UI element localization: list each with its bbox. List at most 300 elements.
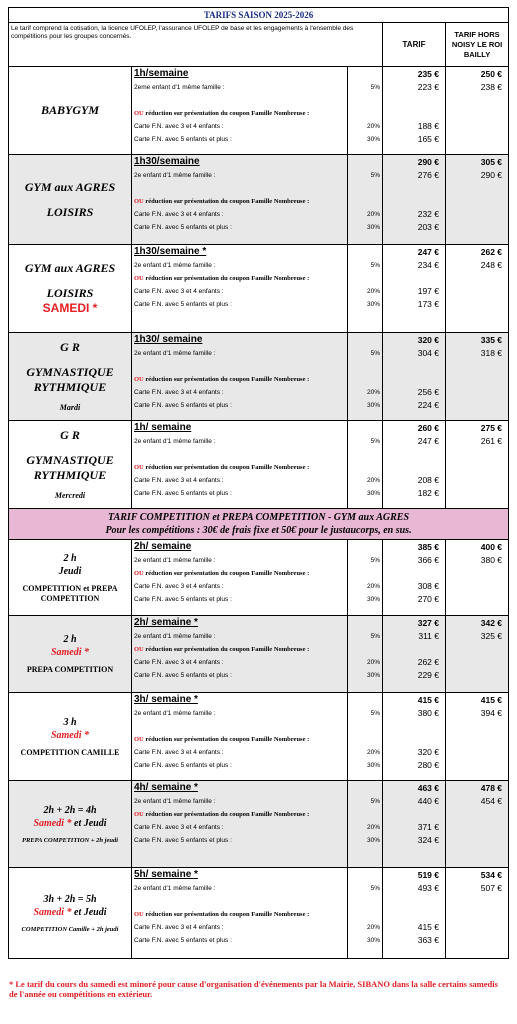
price-cfn-5: 280 € bbox=[417, 760, 439, 770]
spacer-line bbox=[383, 895, 439, 908]
tarif-cell bbox=[383, 693, 446, 781]
section-title: G R bbox=[60, 428, 80, 442]
price-sibling: 247 € bbox=[417, 436, 439, 446]
cfn-5-label: Carte F.N. avec 5 enfants et plus : bbox=[134, 837, 232, 844]
percent-5: 5% bbox=[370, 633, 380, 640]
ou-tag: OU bbox=[134, 736, 144, 743]
tarif-section bbox=[9, 781, 509, 868]
discount-percent-cell bbox=[348, 245, 383, 333]
section-name-cell bbox=[9, 421, 132, 509]
section-group: COMPETITION et PREPA COMPETITION bbox=[22, 583, 118, 603]
cfn-3-4-label: Carte F.N. avec 3 et 4 enfants : bbox=[134, 477, 224, 484]
percent-30: 30% bbox=[366, 301, 380, 308]
sessions-label: 5h/ semaine * bbox=[134, 869, 198, 880]
tarif-hors-cell bbox=[446, 693, 509, 781]
cfn-3-4-label: Carte F.N. avec 3 et 4 enfants : bbox=[134, 659, 224, 666]
price-cfn-3-4: 208 € bbox=[417, 475, 439, 485]
price-hors-base: 305 € bbox=[480, 157, 503, 167]
tarif-cell bbox=[383, 67, 446, 155]
section-day bbox=[11, 817, 129, 830]
ou-tag: OU bbox=[134, 275, 144, 282]
family-discount-label bbox=[132, 107, 347, 120]
price-hors-sibling: 261 € bbox=[480, 436, 503, 446]
percent-30: 30% bbox=[366, 136, 380, 143]
tarif-hors-cell bbox=[446, 155, 509, 245]
price-cfn-3-4: 320 € bbox=[417, 747, 439, 757]
price-base: 463 € bbox=[417, 783, 439, 793]
cfn-3-4-label: Carte F.N. avec 3 et 4 enfants : bbox=[134, 123, 224, 130]
spacer-line bbox=[348, 67, 380, 81]
spacer-line bbox=[132, 360, 347, 373]
sessions-label: 4h/ semaine * bbox=[134, 782, 198, 793]
section-day-highlight: Samedi * bbox=[33, 817, 72, 829]
spacer-line bbox=[383, 567, 439, 580]
section-title: 2h + 2h = 4h bbox=[43, 804, 97, 816]
percent-30: 30% bbox=[366, 837, 380, 844]
price-hors-base: 400 € bbox=[480, 542, 503, 552]
spacer-line bbox=[383, 643, 439, 656]
section-day bbox=[11, 301, 129, 316]
spacer-line bbox=[348, 868, 380, 882]
tarif-section bbox=[9, 868, 509, 959]
spacer-line bbox=[348, 155, 380, 169]
section-subtitle-2: RYTHMIQUE bbox=[33, 468, 107, 482]
price-cfn-3-4: 308 € bbox=[417, 581, 439, 591]
tarif-section bbox=[9, 693, 509, 781]
ou-text: réduction sur présentation du coupon Famille Nombreuse : bbox=[143, 736, 310, 743]
tarif-cell bbox=[383, 540, 446, 616]
spacer-line bbox=[383, 908, 439, 921]
section-name-cell bbox=[9, 693, 132, 781]
tarif-hors-cell bbox=[446, 868, 509, 959]
price-cfn-3-4: 415 € bbox=[417, 922, 439, 932]
price-hors-base: 275 € bbox=[480, 423, 503, 433]
sibling-label: 2e enfant d'1 même famille : bbox=[134, 557, 216, 564]
price-cfn-5: 203 € bbox=[417, 222, 439, 232]
spacer-line bbox=[383, 94, 439, 107]
price-hors-sibling: 238 € bbox=[480, 82, 503, 92]
spacer-line bbox=[348, 272, 380, 285]
price-base: 247 € bbox=[417, 247, 439, 257]
section-details bbox=[132, 421, 348, 509]
sibling-label: 2eme enfant d'1 même famille : bbox=[134, 84, 225, 91]
percent-20: 20% bbox=[366, 211, 380, 218]
tarifs-table bbox=[8, 7, 509, 959]
ou-text: réduction sur présentation du coupon Famille Nombreuse : bbox=[143, 911, 310, 918]
ou-text: réduction sur présentation du coupon Famille Nombreuse : bbox=[143, 376, 310, 383]
sessions-label: 3h/ semaine * bbox=[134, 694, 198, 705]
spacer-line bbox=[383, 360, 439, 373]
spacer-line bbox=[348, 808, 380, 821]
spacer-line bbox=[348, 908, 380, 921]
discount-percent-cell bbox=[348, 540, 383, 616]
sessions-label: 2h/ semaine * bbox=[134, 617, 198, 628]
cfn-5-label: Carte F.N. avec 5 enfants et plus : bbox=[134, 301, 232, 308]
discount-percent-cell bbox=[348, 155, 383, 245]
spacer-line bbox=[383, 107, 439, 120]
cfn-3-4-label: Carte F.N. avec 3 et 4 enfants : bbox=[134, 288, 224, 295]
price-base: 385 € bbox=[417, 542, 439, 552]
spacer-line bbox=[383, 733, 439, 746]
sessions-label: 1h30/semaine bbox=[134, 156, 200, 167]
family-discount-label bbox=[132, 643, 347, 656]
price-base: 290 € bbox=[417, 157, 439, 167]
tarif-hors-cell bbox=[446, 421, 509, 509]
sibling-label: 2e enfant d'1 même famille : bbox=[134, 710, 216, 717]
price-cfn-3-4: 197 € bbox=[417, 286, 439, 296]
spacer-line bbox=[348, 781, 380, 795]
competition-banner bbox=[9, 509, 509, 540]
discount-percent-cell bbox=[348, 67, 383, 155]
percent-5: 5% bbox=[370, 84, 380, 91]
percent-20: 20% bbox=[366, 924, 380, 931]
price-base: 519 € bbox=[417, 870, 439, 880]
section-title: GYM aux AGRES bbox=[24, 261, 116, 275]
price-cfn-3-4: 256 € bbox=[417, 387, 439, 397]
section-day bbox=[11, 906, 129, 919]
family-discount-label bbox=[132, 733, 347, 746]
ou-text: réduction sur présentation du coupon Famille Nombreuse : bbox=[143, 646, 310, 653]
spacer-line bbox=[348, 693, 380, 707]
cfn-5-label: Carte F.N. avec 5 enfants et plus : bbox=[134, 672, 232, 679]
section-subtitle: LOISIRS bbox=[46, 286, 94, 300]
tarif-hors-cell bbox=[446, 540, 509, 616]
ou-text: réduction sur présentation du coupon Famille Nombreuse : bbox=[143, 198, 310, 205]
cfn-3-4-label: Carte F.N. avec 3 et 4 enfants : bbox=[134, 583, 224, 590]
section-group: COMPETITION CAMILLE bbox=[20, 747, 120, 757]
price-sibling: 493 € bbox=[417, 883, 439, 893]
price-base: 320 € bbox=[417, 335, 439, 345]
section-day-highlight: Samedi * bbox=[33, 906, 72, 918]
price-cfn-5: 173 € bbox=[417, 299, 439, 309]
spacer-line bbox=[383, 373, 439, 386]
price-hors-sibling: 380 € bbox=[480, 555, 503, 565]
percent-5: 5% bbox=[370, 885, 380, 892]
price-sibling: 223 € bbox=[417, 82, 439, 92]
price-hors-base: 262 € bbox=[480, 247, 503, 257]
section-group: PREPA COMPETITION + 2h jeudi bbox=[21, 836, 119, 844]
percent-20: 20% bbox=[366, 288, 380, 295]
price-hors-base: 478 € bbox=[480, 783, 503, 793]
spacer-line bbox=[348, 461, 380, 474]
family-discount-label bbox=[132, 195, 347, 208]
cfn-3-4-label: Carte F.N. avec 3 et 4 enfants : bbox=[134, 824, 224, 831]
percent-5: 5% bbox=[370, 710, 380, 717]
price-hors-sibling: 290 € bbox=[480, 170, 503, 180]
spacer-line bbox=[383, 808, 439, 821]
section-day-suffix: et Jeudi bbox=[71, 906, 107, 918]
ou-tag: OU bbox=[134, 464, 144, 471]
price-hors-base: 250 € bbox=[480, 69, 503, 79]
tarif-cell bbox=[383, 245, 446, 333]
price-sibling: 380 € bbox=[417, 708, 439, 718]
section-title: G R bbox=[60, 340, 80, 354]
price-hors-base: 335 € bbox=[480, 335, 503, 345]
spacer-line bbox=[348, 421, 380, 435]
percent-30: 30% bbox=[366, 762, 380, 769]
spacer-line bbox=[348, 895, 380, 908]
section-name-cell bbox=[9, 616, 132, 693]
price-base: 415 € bbox=[417, 695, 439, 705]
spacer-line bbox=[348, 733, 380, 746]
price-cfn-3-4: 371 € bbox=[417, 822, 439, 832]
family-discount-label bbox=[132, 808, 347, 821]
section-details bbox=[132, 868, 348, 959]
tarif-cell bbox=[383, 781, 446, 868]
section-title: 2 h bbox=[63, 552, 77, 564]
sibling-label: 2e enfant d'1 même famille : bbox=[134, 438, 216, 445]
percent-5: 5% bbox=[370, 438, 380, 445]
percent-30: 30% bbox=[366, 596, 380, 603]
spacer-line bbox=[348, 540, 380, 554]
spacer-line bbox=[348, 567, 380, 580]
price-cfn-5: 363 € bbox=[417, 935, 439, 945]
cfn-5-label: Carte F.N. avec 5 enfants et plus : bbox=[134, 490, 232, 497]
sibling-label: 2e enfant d'1 même famille : bbox=[134, 172, 216, 179]
section-group-competition bbox=[9, 540, 509, 959]
section-day bbox=[11, 729, 129, 742]
cfn-5-label: Carte F.N. avec 5 enfants et plus : bbox=[134, 402, 232, 409]
price-cfn-3-4: 232 € bbox=[417, 209, 439, 219]
percent-20: 20% bbox=[366, 123, 380, 130]
section-name-cell bbox=[9, 781, 132, 868]
price-sibling: 366 € bbox=[417, 555, 439, 565]
section-details bbox=[132, 616, 348, 693]
price-cfn-5: 229 € bbox=[417, 670, 439, 680]
price-hors-sibling: 318 € bbox=[480, 348, 503, 358]
spacer-line bbox=[383, 195, 439, 208]
sessions-label: 1h/ semaine bbox=[134, 422, 192, 433]
spacer-line bbox=[132, 448, 347, 461]
cfn-5-label: Carte F.N. avec 5 enfants et plus : bbox=[134, 937, 232, 944]
section-details bbox=[132, 245, 348, 333]
sessions-label: 2h/ semaine bbox=[134, 541, 192, 552]
section-day bbox=[11, 646, 129, 659]
tarif-section bbox=[9, 540, 509, 616]
section-day-highlight: Samedi * bbox=[50, 647, 90, 658]
section-subtitle: LOISIRS bbox=[46, 204, 94, 219]
sibling-label: 2e enfant d'1 même famille : bbox=[134, 633, 216, 640]
cfn-5-label: Carte F.N. avec 5 enfants et plus : bbox=[134, 136, 232, 143]
ou-tag: OU bbox=[134, 198, 144, 205]
intro-text: Le tarif comprend la cotisation, la licence UFOLEP, l'assurance UFOLEP de base et les engagements à l'ensemble des compétitions pour les groupes concernés. bbox=[9, 23, 383, 67]
spacer-line bbox=[383, 448, 439, 461]
cfn-3-4-label: Carte F.N. avec 3 et 4 enfants : bbox=[134, 749, 224, 756]
price-base: 260 € bbox=[417, 423, 439, 433]
percent-5: 5% bbox=[370, 557, 380, 564]
ou-tag: OU bbox=[134, 570, 144, 577]
section-title: 3h + 2h = 5h bbox=[43, 893, 97, 905]
family-discount-label bbox=[132, 373, 347, 386]
section-details bbox=[132, 781, 348, 868]
section-day bbox=[11, 491, 129, 501]
section-group-loisirs bbox=[9, 67, 509, 509]
spacer-line bbox=[348, 245, 380, 259]
tarif-section bbox=[9, 67, 509, 155]
header-tarif: TARIF bbox=[383, 23, 446, 67]
discount-percent-cell bbox=[348, 693, 383, 781]
spacer-line bbox=[383, 272, 439, 285]
spacer-line bbox=[383, 720, 439, 733]
discount-percent-cell bbox=[348, 781, 383, 868]
spacer-line bbox=[348, 195, 380, 208]
spacer-line bbox=[132, 182, 347, 195]
percent-30: 30% bbox=[366, 672, 380, 679]
tarif-cell bbox=[383, 333, 446, 421]
price-sibling: 234 € bbox=[417, 260, 439, 270]
spacer-line bbox=[348, 182, 380, 195]
section-group: COMPETITION Camille + 2h jeudi bbox=[21, 925, 119, 933]
ou-tag: OU bbox=[134, 376, 144, 383]
section-name-cell bbox=[9, 67, 132, 155]
section-name-cell bbox=[9, 245, 132, 333]
percent-30: 30% bbox=[366, 402, 380, 409]
sessions-label: 1h30/ semaine bbox=[134, 334, 203, 345]
cfn-3-4-label: Carte F.N. avec 3 et 4 enfants : bbox=[134, 389, 224, 396]
section-name-cell bbox=[9, 540, 132, 616]
price-hors-sibling: 454 € bbox=[480, 796, 503, 806]
percent-20: 20% bbox=[366, 389, 380, 396]
tarif-cell bbox=[383, 868, 446, 959]
section-day-highlight: Mardi bbox=[59, 403, 81, 412]
tarif-section bbox=[9, 333, 509, 421]
spacer-line bbox=[383, 461, 439, 474]
price-hors-sibling: 248 € bbox=[480, 260, 503, 270]
percent-20: 20% bbox=[366, 824, 380, 831]
tarif-section bbox=[9, 155, 509, 245]
ou-tag: OU bbox=[134, 911, 144, 918]
section-name-cell bbox=[9, 155, 132, 245]
section-details bbox=[132, 540, 348, 616]
price-base: 327 € bbox=[417, 618, 439, 628]
banner-note: Pour les compétitions : 30€ de frais fixe et 50€ pour le justaucorps, en sus. bbox=[105, 525, 412, 536]
tarif-section bbox=[9, 421, 509, 509]
tarif-cell bbox=[383, 155, 446, 245]
price-base: 235 € bbox=[417, 69, 439, 79]
tarif-hors-cell bbox=[446, 245, 509, 333]
sessions-label: 1h30/semaine * bbox=[134, 246, 207, 257]
spacer-line bbox=[348, 107, 380, 120]
tarif-hors-cell bbox=[446, 616, 509, 693]
percent-30: 30% bbox=[366, 937, 380, 944]
percent-5: 5% bbox=[370, 798, 380, 805]
price-sibling: 440 € bbox=[417, 796, 439, 806]
percent-5: 5% bbox=[370, 350, 380, 357]
section-name-cell bbox=[9, 333, 132, 421]
section-details bbox=[132, 155, 348, 245]
section-subtitle: Jeudi bbox=[58, 565, 82, 577]
cfn-5-label: Carte F.N. avec 5 enfants et plus : bbox=[134, 596, 232, 603]
price-cfn-5: 182 € bbox=[417, 488, 439, 498]
tarif-hors-cell bbox=[446, 67, 509, 155]
percent-30: 30% bbox=[366, 490, 380, 497]
tarif-section bbox=[9, 616, 509, 693]
tarif-section bbox=[9, 245, 509, 333]
percent-5: 5% bbox=[370, 172, 380, 179]
cfn-5-label: Carte F.N. avec 5 enfants et plus : bbox=[134, 762, 232, 769]
family-discount-label bbox=[132, 272, 347, 285]
ou-text: réduction sur présentation du coupon Famille Nombreuse : bbox=[143, 275, 310, 282]
spacer-line bbox=[348, 616, 380, 630]
section-day-highlight: Samedi * bbox=[50, 729, 90, 741]
price-sibling: 311 € bbox=[418, 631, 439, 641]
ou-tag: OU bbox=[134, 110, 144, 117]
section-group: PREPA COMPETITION bbox=[26, 665, 114, 674]
section-day bbox=[11, 403, 129, 413]
spacer-line bbox=[132, 94, 347, 107]
section-title: GYM aux AGRES bbox=[24, 179, 116, 194]
spacer-line bbox=[348, 643, 380, 656]
percent-5: 5% bbox=[370, 262, 380, 269]
percent-20: 20% bbox=[366, 659, 380, 666]
ou-text: réduction sur présentation du coupon Famille Nombreuse : bbox=[143, 110, 310, 117]
percent-30: 30% bbox=[366, 224, 380, 231]
ou-text: réduction sur présentation du coupon Famille Nombreuse : bbox=[143, 464, 310, 471]
sibling-label: 2e enfant d'1 même famille : bbox=[134, 798, 216, 805]
banner-title: TARIF COMPETITION et PREPA COMPETITION - GYM aux AGRES bbox=[108, 512, 410, 523]
price-hors-base: 415 € bbox=[480, 695, 503, 705]
section-details bbox=[132, 693, 348, 781]
percent-20: 20% bbox=[366, 477, 380, 484]
section-subtitle-2: RYTHMIQUE bbox=[33, 380, 107, 394]
price-cfn-5: 270 € bbox=[417, 594, 439, 604]
header-tarif-hors: TARIF HORS NOISY LE ROI BAILLY bbox=[446, 23, 509, 67]
price-sibling: 276 € bbox=[417, 170, 439, 180]
ou-tag: OU bbox=[134, 811, 144, 818]
section-title: BABYGYM bbox=[40, 103, 99, 117]
price-hors-base: 342 € bbox=[480, 618, 503, 628]
price-cfn-5: 324 € bbox=[417, 835, 439, 845]
family-discount-label bbox=[132, 461, 347, 474]
section-details bbox=[132, 67, 348, 155]
section-title: 2 h bbox=[63, 634, 77, 645]
percent-20: 20% bbox=[366, 749, 380, 756]
cfn-5-label: Carte F.N. avec 5 enfants et plus : bbox=[134, 224, 232, 231]
sibling-label: 2e enfant d'1 même famille : bbox=[134, 350, 216, 357]
price-sibling: 304 € bbox=[417, 348, 439, 358]
sessions-label: 1h/semaine bbox=[134, 68, 189, 79]
spacer-line bbox=[348, 333, 380, 347]
section-details bbox=[132, 333, 348, 421]
family-discount-label bbox=[132, 908, 347, 921]
section-title: 3 h bbox=[63, 716, 77, 728]
section-subtitle: GYMNASTIQUE bbox=[26, 453, 114, 467]
tarif-hors-cell bbox=[446, 333, 509, 421]
percent-20: 20% bbox=[366, 583, 380, 590]
price-cfn-3-4: 188 € bbox=[417, 121, 439, 131]
ou-text: réduction sur présentation du coupon Famille Nombreuse : bbox=[143, 570, 310, 577]
price-hors-base: 534 € bbox=[480, 870, 503, 880]
section-subtitle: GYMNASTIQUE bbox=[26, 365, 114, 379]
spacer-line bbox=[132, 720, 347, 733]
page-title: TARIFS SAISON 2025-2026 bbox=[9, 8, 509, 23]
price-hors-sibling: 507 € bbox=[480, 883, 503, 893]
footnote: * Le tarif du cours du samedi est minoré pour cause d'organisation d'événements par la Mairie, SIBANO dans la salle certains samedis de l'année ou compétitions en extérieur. bbox=[9, 979, 498, 999]
tarifs-sheet bbox=[8, 7, 508, 959]
tarif-hors-cell bbox=[446, 781, 509, 868]
sibling-label: 2e enfant d'1 même famille : bbox=[134, 262, 216, 269]
tarif-cell bbox=[383, 421, 446, 509]
price-cfn-5: 224 € bbox=[417, 400, 439, 410]
spacer-line bbox=[348, 94, 380, 107]
discount-percent-cell bbox=[348, 333, 383, 421]
price-cfn-3-4: 262 € bbox=[417, 657, 439, 667]
section-day-suffix: et Jeudi bbox=[71, 817, 107, 829]
price-cfn-5: 165 € bbox=[417, 134, 439, 144]
spacer-line bbox=[132, 895, 347, 908]
price-hors-sibling: 394 € bbox=[480, 708, 503, 718]
spacer-line bbox=[348, 448, 380, 461]
